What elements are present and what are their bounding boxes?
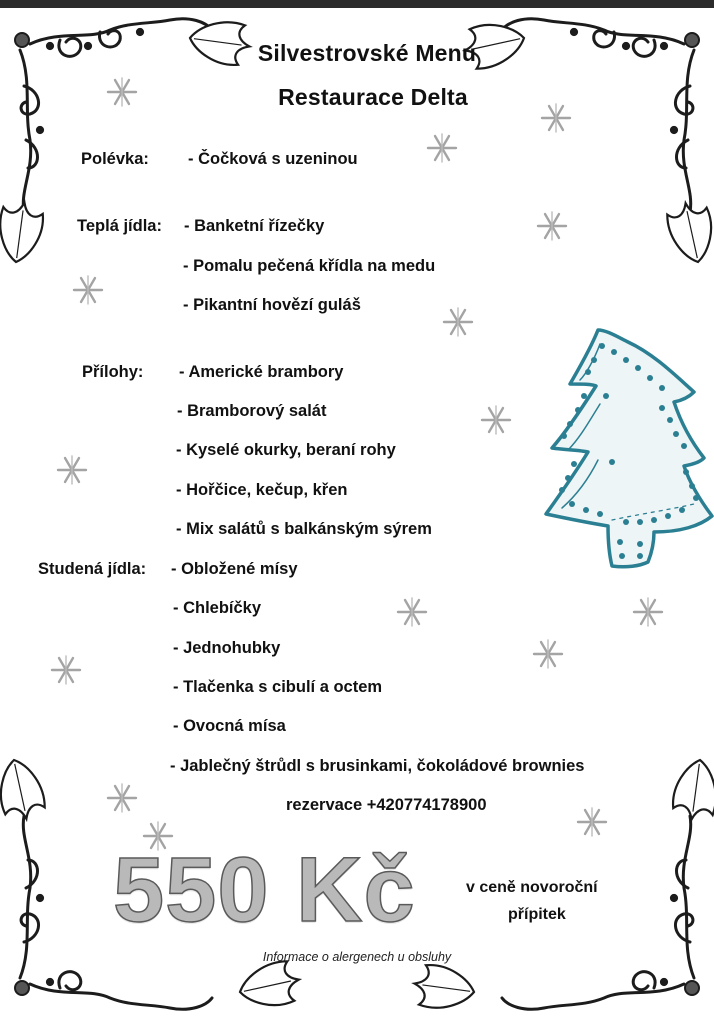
hot-dish-item: - Pikantní hovězí guláš [183,296,361,314]
side-item: - Hořčice, kečup, křen [176,481,348,499]
cold-dish-item: - Jednohubky [173,639,281,657]
side-item: - Bramborový salát [177,402,327,420]
cold-dish-item: - Chlebíčky [173,599,262,617]
reservation-phone: rezervace +420774178900 [286,796,487,814]
hot-dishes-label: Teplá jídla: [77,217,162,235]
allergen-info: Informace o alergenech u obsluhy [262,950,452,964]
cold-dish-item: - Ovocná mísa [173,717,286,735]
soup-label: Polévka: [81,150,149,168]
price-amount: 550 Kč [113,839,416,941]
hot-dish-item: - Pomalu pečená křídla na medu [183,257,436,275]
cold-dishes-label: Studená jídla: [38,560,147,578]
hot-dish-item: - Banketní řízečky [184,217,325,235]
soup-item: - Čočková s uzeninou [188,150,358,168]
side-item: - Kyselé okurky, beraní rohy [176,441,396,459]
christmas-tree-illustration [546,330,712,567]
snowflakes [52,78,662,850]
sides-label: Přílohy: [82,363,144,381]
cold-dish-item: - Tlačenka s cibulí a octem [173,678,383,696]
side-item: - Mix salátů s balkánským sýrem [176,520,432,538]
price-note-line2: přípitek [508,906,566,923]
restaurant-name: Restaurace Delta [278,84,468,110]
price-note-line1: v ceně novoroční [466,879,598,896]
side-item: - Americké brambory [179,363,344,381]
cold-dish-item: - Jablečný štrůdl s brusinkami, čokoládové brownies [170,757,585,775]
menu-title: Silvestrovské Menu [257,40,477,66]
cold-dish-item: - Obložené mísy [171,560,298,578]
